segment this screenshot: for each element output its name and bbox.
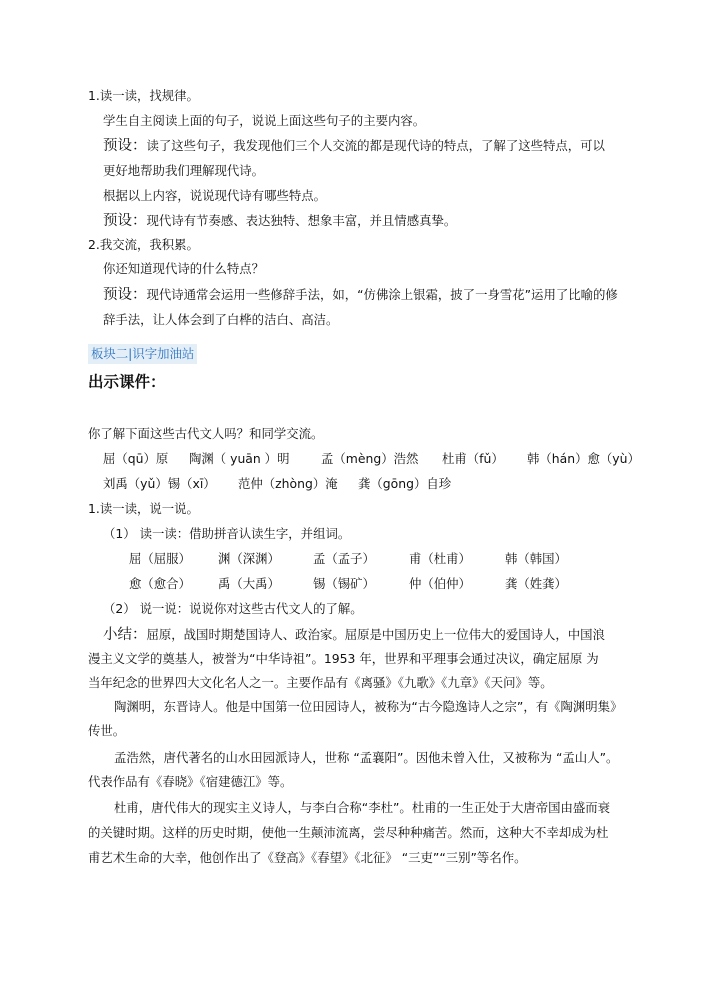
preset-2	[103, 212, 456, 230]
preset-3-cont: 辞手法，让人体会到了白桦的洁白、高洁。	[103, 312, 339, 327]
block-badge	[88, 344, 197, 364]
name-item: 孟（mèng）浩然	[321, 451, 419, 466]
word-item: 渊（深渊）	[218, 551, 280, 566]
preset-text: 现代诗有节奏感、表达独特、想象丰富，并且情感真挚。	[146, 213, 457, 228]
block-name: 板块二	[91, 346, 129, 361]
word-item: 屈（屈服）	[129, 551, 191, 566]
writers-question: 你了解下面这些古代文人吗？和同学交流。	[88, 426, 324, 441]
preset-label: 预设：	[103, 287, 147, 303]
preset-label: 预设：	[103, 138, 147, 154]
block-separator: |	[128, 346, 133, 361]
word-item: 愈（愈合）	[129, 576, 191, 591]
preset-1-cont: 更好地帮助我们理解现代诗。	[103, 163, 265, 178]
summary-label: 小结：	[103, 627, 147, 643]
du-line-1: 杜甫，唐代伟大的现实主义诗人，与李白合称“李杜”。杜甫的一生正处于大唐帝国由盛而衰	[114, 800, 611, 815]
section1-paragraph: 学生自主阅读上面的句子，说说上面这些句子的主要内容。	[103, 113, 426, 128]
item-speak: （2） 说一说：说说你对这些古代文人的了解。	[103, 601, 363, 616]
name-item: 屈（qū）原	[103, 451, 169, 466]
section1-heading: 1.读一读，找规律。	[88, 88, 199, 103]
word-item: 孟（孟子）	[313, 551, 375, 566]
preset-text: 现代诗通常会运用一些修辞手法，如，“仿佛涂上银霜，披了一身雪花”运用了比喻的修	[146, 287, 618, 302]
tao-line-1: 陶渊明，东晋诗人。他是中国第一位田园诗人，被称为“古今隐逸诗人之宗”，有《陶渊明集》	[114, 699, 623, 714]
tao-line-2: 传世。	[88, 723, 126, 738]
meng-line-2: 代表作品有《春晓》《宿建德江》等。	[88, 774, 293, 789]
du-line-2: 的关键时期。这样的历史时期，使他一生颠沛流离，尝尽种种痛苦。然而，这种大不幸却成为杜	[88, 825, 609, 840]
word-item: 龚（姓龚）	[505, 576, 567, 591]
name-item: 范仲（zhòng）淹	[238, 476, 338, 491]
name-item: 龚（gōng）自珍	[358, 476, 452, 491]
name-item: 刘禹（yǔ）锡（xī）	[103, 476, 216, 491]
preset-text: 读了这些句子，我发现他们三个人交流的都是现代诗的特点，了解了这些特点，可以	[146, 138, 605, 153]
name-item: 韩（hán）愈（yù）	[527, 451, 640, 466]
du-line-3: 甫艺术生命的大幸，他创作出了《登高》《春望》《北征》 “三吏”“三别”等名作。	[88, 850, 527, 865]
section1-question: 根据以上内容，说说现代诗有哪些特点。	[103, 188, 327, 203]
preset-label: 预设：	[103, 213, 147, 229]
section2-question: 你还知道现代诗的什么特点？	[103, 261, 265, 276]
word-item: 仲（伯仲）	[409, 576, 471, 591]
preset-3	[103, 286, 618, 304]
summary-line-3: 当年纪念的世界四大文化名人之一。主要作品有《离骚》《九歌》《九章》《天问》等。	[88, 675, 553, 690]
word-item: 韩（韩国）	[505, 551, 567, 566]
section3-heading: 1.读一读，说一说。	[88, 501, 199, 516]
section2-heading: 2.我交流，我积累。	[88, 237, 199, 252]
block-title: 识字加油站	[132, 346, 195, 361]
name-item: 陶渊（ yuān ）明	[189, 451, 290, 466]
meng-line-1: 孟浩然，唐代著名的山水田园派诗人，世称 “孟襄阳”。因他未曾入仕，又被称为 “孟山人”。	[114, 750, 619, 765]
word-item: 锡（锡矿）	[313, 576, 375, 591]
item-read: （1） 读一读：借助拼音认读生字，并组词。	[103, 526, 351, 541]
summary-line-2: 漫主义文学的奠基人，被誉为“中华诗祖”。1953 年，世界和平理事会通过决议，确定屈原 为	[88, 651, 599, 666]
preset-1	[103, 137, 605, 155]
summary-text: 屈原，战国时期楚国诗人、政治家。屈原是中国历史上一位伟大的爱国诗人，中国浪	[146, 627, 605, 642]
name-item: 杜甫（fǔ）	[442, 451, 504, 466]
courseware-title: 出示课件：	[88, 373, 166, 391]
word-item: 甫（杜甫）	[409, 551, 471, 566]
summary-line-1	[103, 626, 605, 644]
word-item: 禹（大禹）	[218, 576, 280, 591]
